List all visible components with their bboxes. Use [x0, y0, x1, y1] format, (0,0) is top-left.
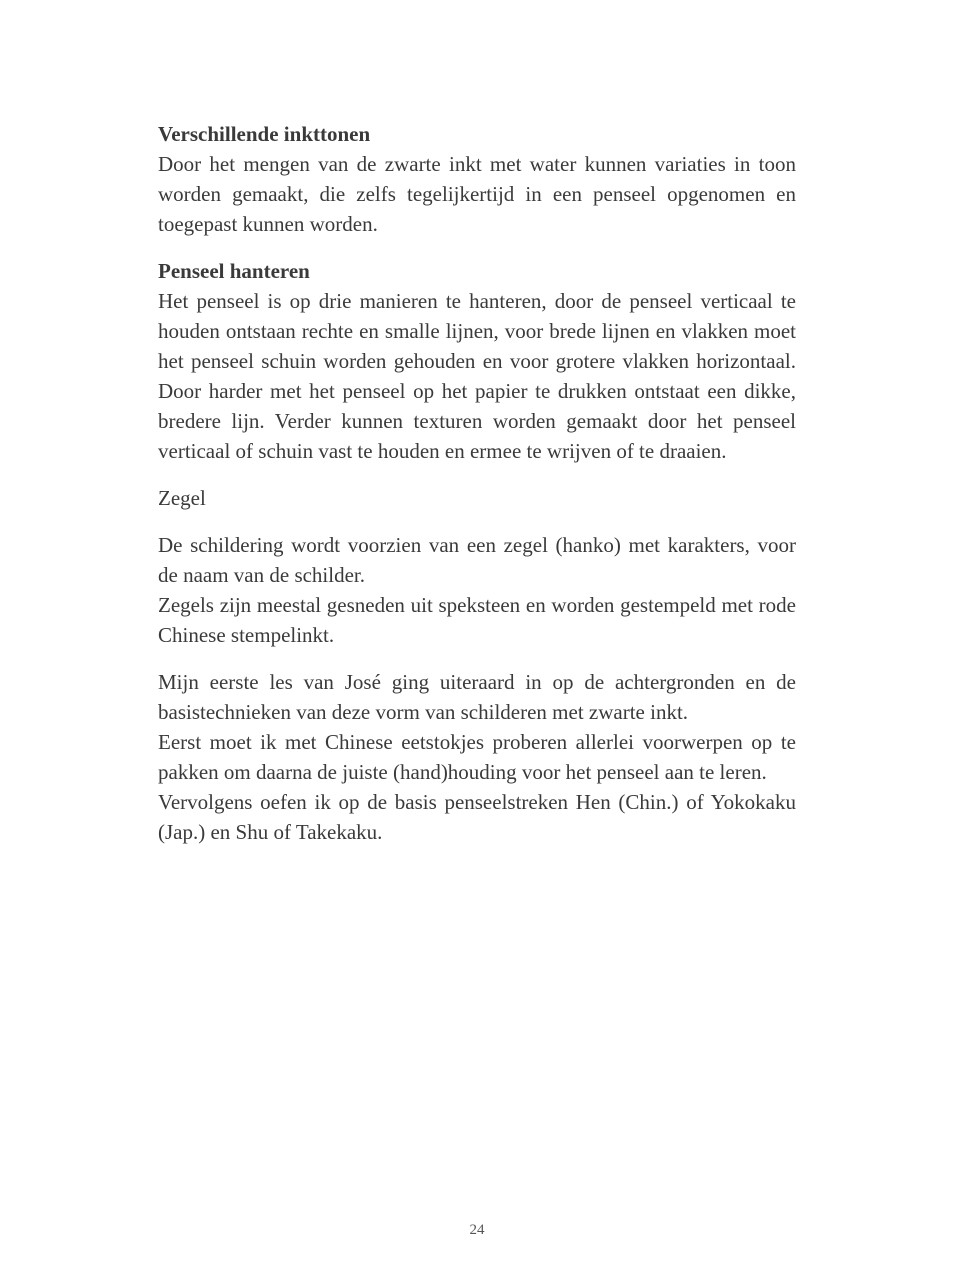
section-zegel — [158, 530, 796, 650]
document-body — [158, 119, 796, 864]
section-lessons — [158, 667, 796, 847]
section-heading: Penseel hanteren — [158, 259, 310, 283]
section-heading: Verschillende inkttonen — [158, 122, 371, 146]
section-paragraph: Door het mengen van de zwarte inkt met water kunnen variaties in toon worden gemaakt, die zelfs tegelijkertijd in een penseel opgenomen en toegepast kunnen worden. — [158, 152, 796, 236]
lesson-paragraph: Mijn eerste les van José ging uiteraard in op de achtergronden en de basistechnieken van deze vorm van schilderen met zwarte inkt. — [158, 670, 796, 724]
page-number: 24 — [469, 1222, 485, 1238]
zegel-paragraph: De schildering wordt voorzien van een zegel (hanko) met karakters, voor de naam van de schilder. — [158, 533, 796, 587]
lesson-paragraph: Vervolgens oefen ik op de basis penseelstreken Hen (Chin.) of Yokokaku (Jap.) en Shu of Takekaku. — [158, 790, 796, 844]
zegel-paragraph: Zegels zijn meestal gesneden uit speksteen en worden gestempeld met rode Chinese stempelinkt. — [158, 593, 796, 647]
section-inkttonen — [158, 119, 796, 239]
section-paragraph: Het penseel is op drie manieren te hanteren, door de penseel verticaal te houden ontstaan rechte en smalle lijnen, voor brede lijnen en vlakken moet het penseel schuin worden gehouden en voor grotere vlakken horizontaal. Door harder met het penseel op het papier te drukken ontstaat een dikke, bredere lijn. Verder kunnen texturen worden gemaakt door het penseel verticaal of schuin vast te houden en ermee te wrijven of te draaien. — [158, 289, 796, 463]
section-penseel-hanteren — [158, 256, 796, 466]
zegel-heading: Zegel — [158, 486, 206, 510]
lesson-paragraph: Eerst moet ik met Chinese eetstokjes proberen allerlei voorwerpen op te pakken om daarna de juiste (hand)houding voor het penseel aan te leren. — [158, 730, 796, 784]
